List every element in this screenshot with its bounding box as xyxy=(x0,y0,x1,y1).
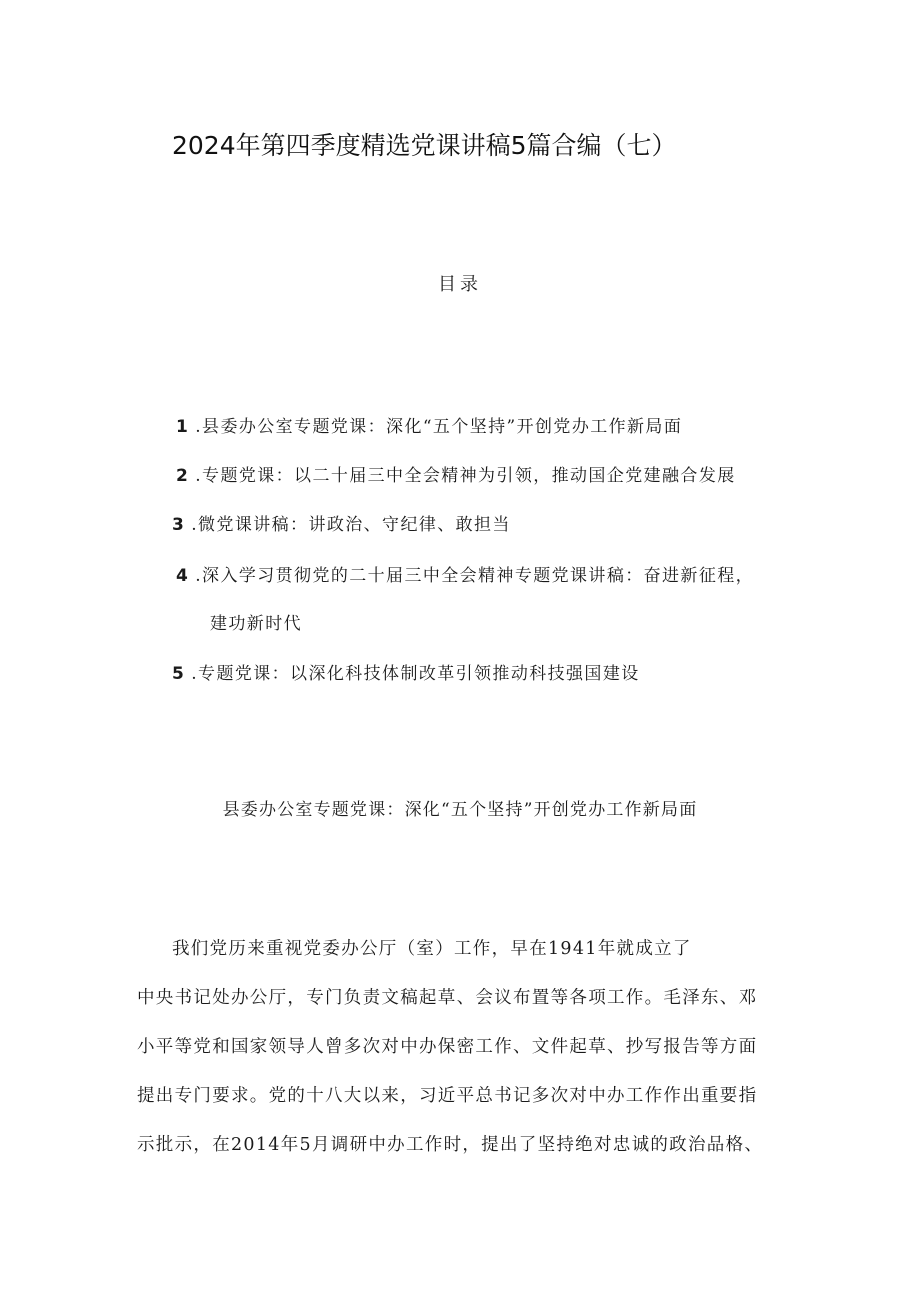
toc-item-number: 2 xyxy=(176,466,190,486)
toc-item-5[interactable] xyxy=(172,659,640,684)
body-line: 中央书记处办公厅，专门负责文稿起草、会议布置等各项工作。毛泽东、邓 xyxy=(137,988,758,1008)
body-line: 示批示，在2014年5月调研中办工作时，提出了坚持绝对忠诚的政治品格、 xyxy=(137,1135,764,1155)
body-line: 小平等党和国家领导人曾多次对中办保密工作、文件起草、抄写报告等方面 xyxy=(137,1037,758,1057)
toc-item-text: .专题党课：以二十届三中全会精神为引领，推动国企党建融合发展 xyxy=(195,466,736,486)
body-line: 提出专门要求。党的十八大以来，习近平总书记多次对中办工作作出重要指 xyxy=(137,1086,758,1106)
toc-item-text: .深入学习贯彻党的二十届三中全会精神专题党课讲稿：奋进新征程， xyxy=(195,566,755,586)
toc-item-number: 5 xyxy=(172,664,186,684)
toc-item-number: 3 xyxy=(172,515,186,535)
toc-item-4[interactable] xyxy=(176,561,754,586)
section-title: 县委办公室专题党课：深化“五个坚持”开创党办工作新局面 xyxy=(222,800,698,820)
toc-item-text: .县委办公室专题党课：深化“五个坚持”开创党办工作新局面 xyxy=(195,417,683,437)
toc-heading: 目录 xyxy=(438,274,482,295)
toc-item-number: 4 xyxy=(176,566,190,586)
document-title: 2024年第四季度精选党课讲稿5篇合编（七） xyxy=(172,131,677,160)
toc-item-number: 1 xyxy=(176,417,190,437)
body-line: 我们党历来重视党委办公厅（室）工作，早在1941年就成立了 xyxy=(172,939,692,959)
toc-item-2[interactable] xyxy=(176,461,736,486)
toc-item-text: .专题党课：以深化科技体制改革引领推动科技强国建设 xyxy=(191,664,640,684)
toc-item-3[interactable] xyxy=(172,510,511,535)
toc-item-text: .微党课讲稿：讲政治、守纪律、敢担当 xyxy=(191,515,511,535)
toc-item-1[interactable] xyxy=(176,412,682,437)
toc-item-4-continuation: 建功新时代 xyxy=(210,614,302,634)
